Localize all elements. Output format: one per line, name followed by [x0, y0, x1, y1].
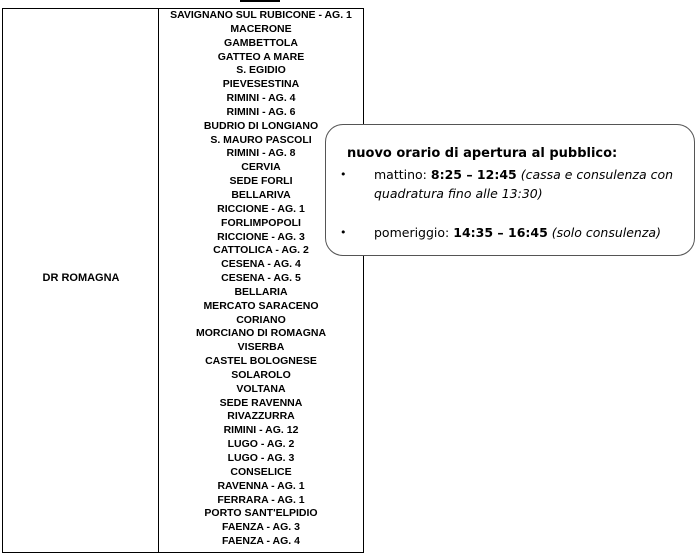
branch-item: SEDE FORLI [229, 175, 293, 188]
afternoon-label: pomeriggio: [374, 225, 454, 240]
branch-item: MERCATO SARACENO [203, 299, 319, 312]
branch-item: MORCIANO DI ROMAGNA [195, 327, 327, 340]
branch-item: LUGO - AG. 2 [227, 438, 295, 451]
morning-hours: 8:25 – 12:45 [430, 167, 517, 182]
branch-item: CATTOLICA - AG. 2 [213, 244, 309, 257]
afternoon-hours-text [374, 223, 684, 242]
branch-item: GATTEO A MARE [217, 50, 305, 63]
branch-item: SOLAROLO [231, 368, 291, 381]
branch-item: RIMINI - AG. 6 [226, 105, 296, 118]
branch-item: CASTEL BOLOGNESE [205, 355, 317, 368]
morning-hours-text [374, 165, 684, 203]
region-cell [3, 9, 159, 552]
afternoon-hours: 14:35 – 16:45 [453, 225, 548, 240]
branch-item: VISERBA [237, 341, 285, 354]
branch-item: CESENA - AG. 4 [221, 258, 301, 271]
branch-item: BELLARIA [234, 285, 288, 298]
branch-item: GAMBETTOLA [224, 36, 298, 49]
region-label: DR ROMAGNA [42, 272, 120, 284]
branch-item: BELLARIVA [231, 188, 291, 201]
branch-item: S. EGIDIO [236, 64, 286, 77]
branch-item: BUDRIO DI LONGIANO [203, 119, 319, 132]
branch-item: LUGO - AG. 3 [227, 452, 295, 464]
branch-item: FERRARA - AG. 1 [217, 493, 305, 506]
branch-item: SAVIGNANO SUL RUBICONE - AG. 1 [170, 9, 352, 21]
branch-item: PIEVESESTINA [222, 78, 300, 91]
branch-item: RICCIONE - AG. 1 [217, 202, 305, 215]
afternoon-note: (solo consulenza) [551, 225, 661, 240]
branch-item: VOLTANA [236, 382, 286, 395]
branch-item: CESENA - AG. 5 [221, 272, 301, 285]
branch-item: RIMINI - AG. 8 [226, 147, 296, 160]
branch-item: MACERONE [230, 22, 292, 35]
branch-item: FAENZA - AG. 4 [222, 535, 300, 548]
branch-item: PORTO SANT'ELPIDIO [204, 507, 318, 520]
bullet-icon: • [340, 168, 347, 181]
branch-item: CONSELICE [230, 465, 292, 478]
branch-item: FORLIMPOPOLI [221, 216, 301, 229]
branch-item: RICCIONE - AG. 3 [217, 230, 305, 243]
notice-title: nuovo orario di apertura al pubblico: [347, 146, 618, 161]
branch-item: RIMINI - AG. 4 [226, 92, 296, 105]
morning-label: mattino: [374, 167, 431, 182]
top-rule [240, 0, 280, 2]
branch-item: RAVENNA - AG. 1 [217, 479, 305, 492]
bullet-icon: • [340, 226, 347, 239]
branch-table [2, 8, 364, 553]
branch-item: RIMINI - AG. 12 [223, 424, 299, 437]
branch-item: RIVAZZURRA [227, 410, 295, 423]
branch-list [159, 9, 363, 549]
branch-item: CORIANO [236, 313, 286, 326]
opening-hours-notice [325, 124, 695, 256]
morning-hours-item [340, 165, 684, 203]
branch-item: FAENZA - AG. 3 [222, 521, 300, 534]
branch-item: SEDE RAVENNA [219, 396, 303, 409]
morning-note: (cassa e consulenza con quadratura fino alle 13:30) [374, 167, 674, 201]
afternoon-hours-item [340, 223, 684, 242]
branch-item: S. MAURO PASCOLI [210, 133, 312, 146]
branch-item: CERVIA [241, 161, 281, 174]
